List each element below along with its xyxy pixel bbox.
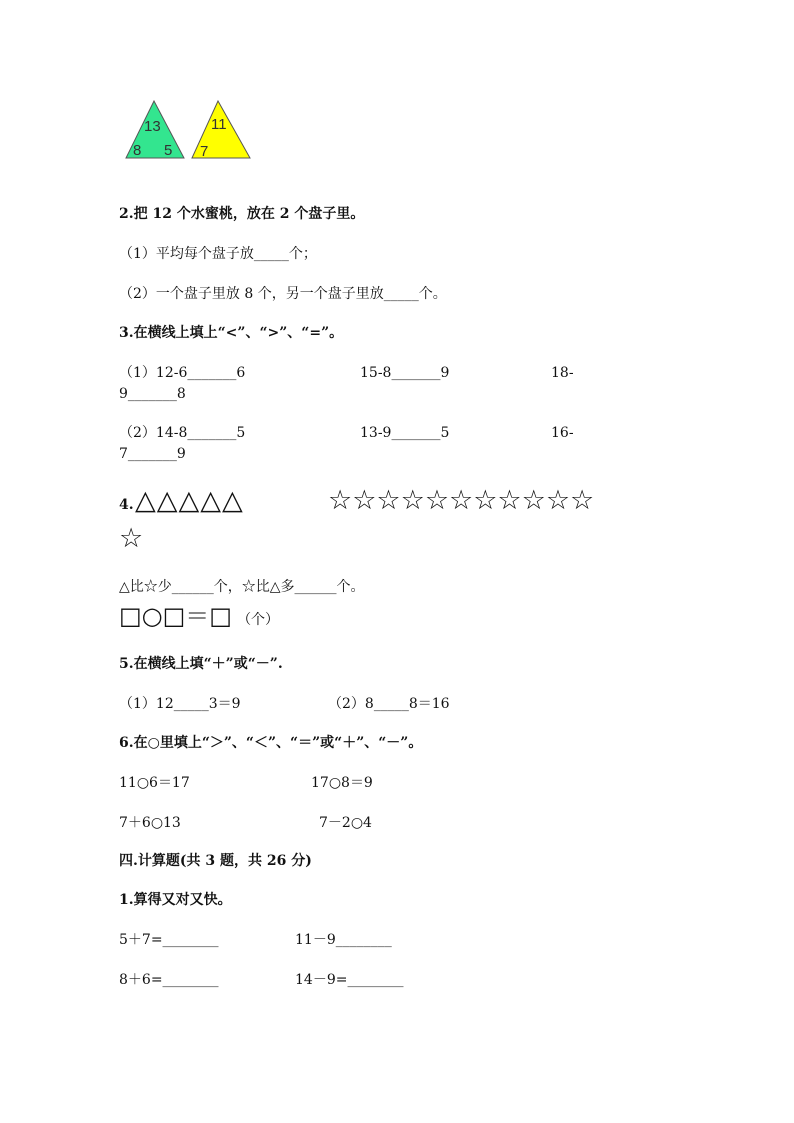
q4-equation: □○□＝□ [119, 602, 232, 630]
q2-part1: （1）平均每个盘子放_____个； [119, 246, 317, 262]
triangle-green-left: 8 [133, 142, 142, 159]
q4-stars: ☆☆☆☆☆☆☆☆☆☆☆ [328, 485, 595, 516]
triangle-green [126, 101, 184, 159]
q3-row2-d: 7_______9 [119, 446, 186, 462]
q2-part2: （2）一个盘子里放 8 个，另一个盘子里放_____个。 [119, 286, 447, 302]
q3-row2-b: 13-9_______5 [360, 425, 450, 441]
q4-triangles: △△△△△ [135, 485, 244, 516]
calc-c: 8＋6=________ [119, 972, 219, 988]
q2-title: 2.把 12 个水蜜桃，放在 2 个盘子里。 [119, 206, 365, 222]
number-triangles [120, 98, 260, 164]
calc-d: 14－9=________ [295, 972, 404, 988]
calc-a: 5＋7=________ [119, 932, 219, 948]
q3-row1-d: 9_______8 [119, 386, 186, 402]
q3-row1-a: （1）12-6_______6 [119, 365, 246, 381]
triangle-green-right: 5 [164, 142, 173, 159]
calc-title: 1.算得又对又快。 [119, 892, 232, 908]
q5-a: （1）12_____3＝9 [119, 696, 241, 712]
triangle-yellow [192, 101, 250, 160]
q6-title: 6.在○里填上“＞”、“＜”、“＝”或“＋”、“－”。 [119, 735, 423, 751]
triangle-green-top: 13 [144, 118, 161, 135]
q4-number: 4. [119, 497, 134, 513]
q4-question: △比☆少______个，☆比△多______个。 [119, 579, 365, 595]
q3-row1-c: 18- [551, 365, 574, 381]
q4-unit: （个） [237, 612, 280, 628]
section4-title: 四.计算题(共 3 题，共 26 分) [119, 853, 312, 869]
q6-d: 7－2○4 [319, 815, 372, 831]
q3-title: 3.在横线上填上“<”、“>”、“=”。 [119, 325, 344, 341]
triangle-yellow-left: 7 [200, 143, 209, 160]
q6-b: 17○8＝9 [311, 775, 373, 791]
q4-star-extra: ☆ [119, 523, 144, 554]
q6-c: 7＋6○13 [119, 815, 181, 831]
q6-a: 11○6＝17 [119, 775, 190, 791]
triangle-yellow-top: 11 [211, 116, 227, 133]
q5-title: 5.在横线上填“＋”或“－”. [119, 656, 283, 672]
q4-equation-row [119, 602, 279, 630]
q5-b: （2）8_____8＝16 [328, 696, 450, 712]
q3-row2-c: 16- [551, 425, 574, 441]
calc-b: 11－9________ [295, 932, 392, 948]
q3-row2-a: （2）14-8_______5 [119, 425, 246, 441]
q3-row1-b: 15-8_______9 [360, 365, 450, 381]
